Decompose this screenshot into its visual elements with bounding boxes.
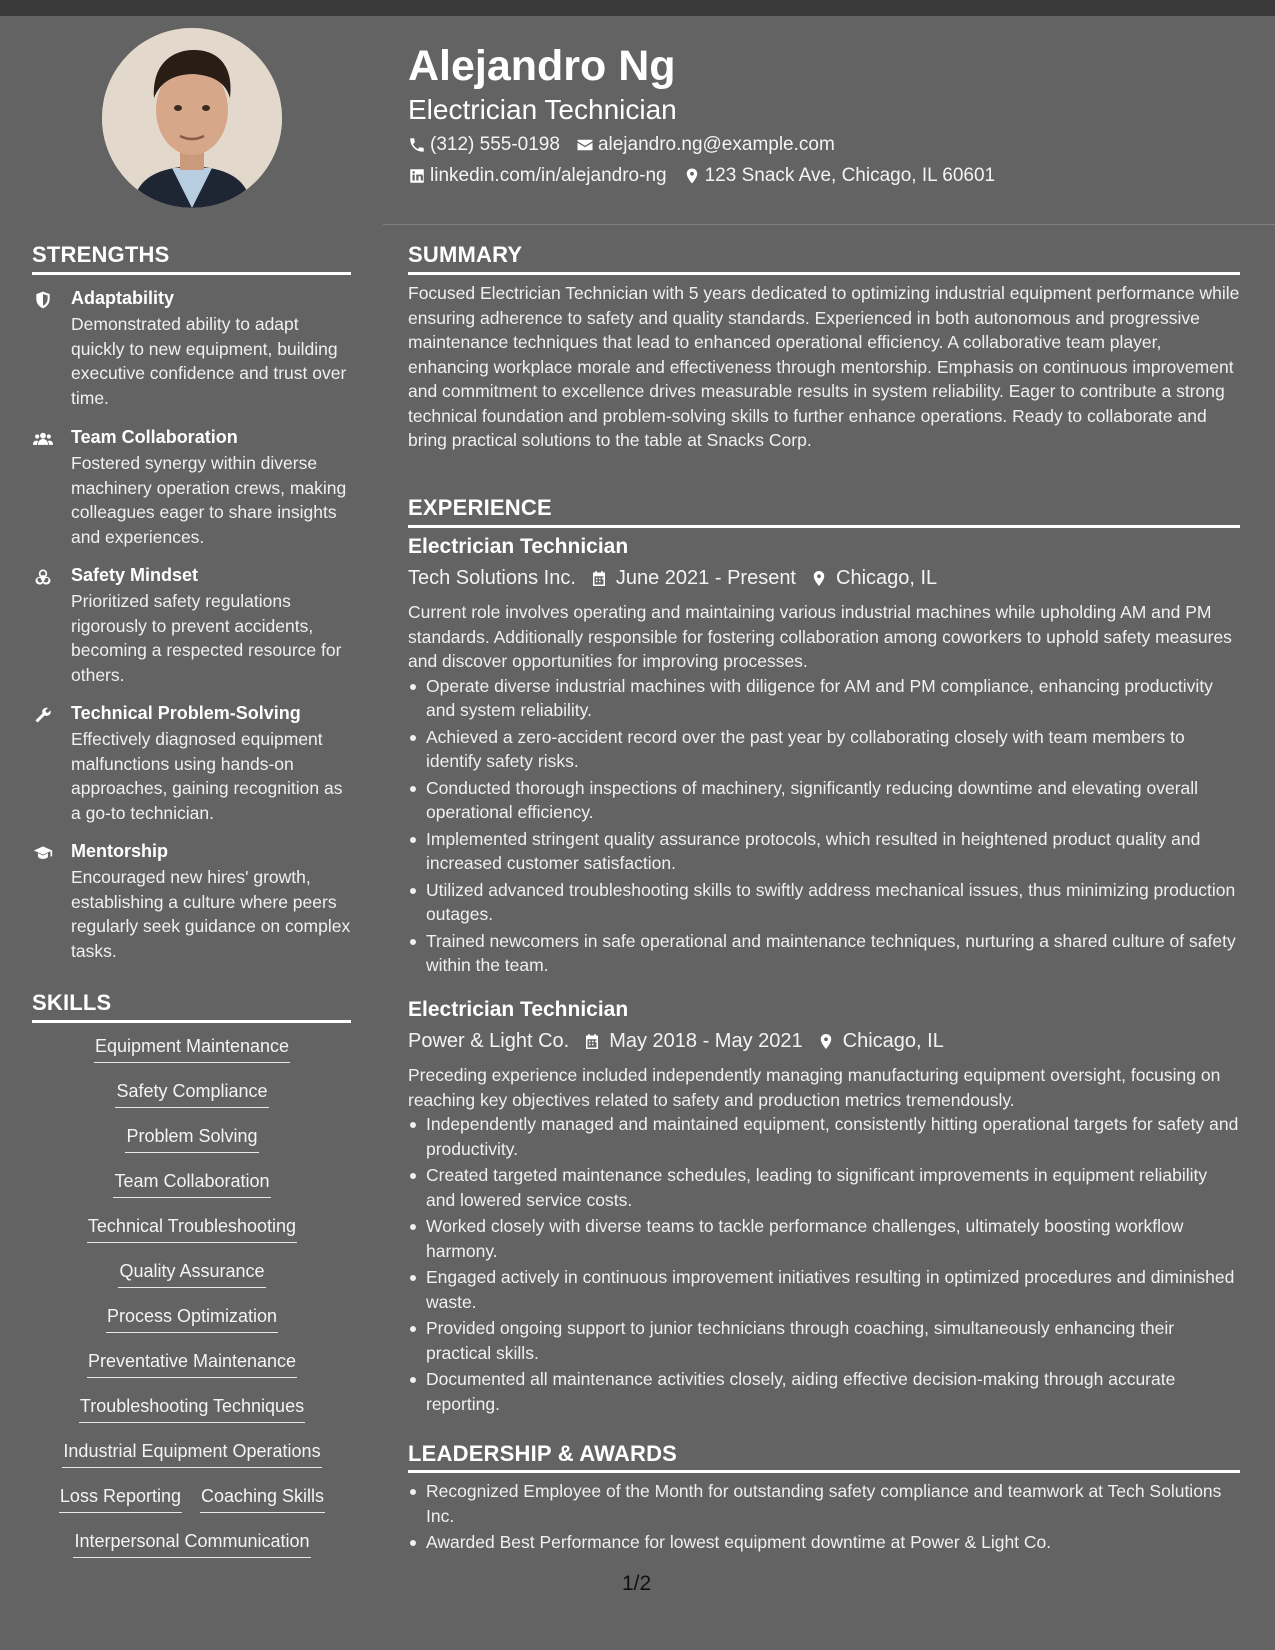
users-icon	[32, 429, 56, 451]
skill-tag: Problem Solving	[125, 1126, 258, 1153]
skill-tag: Equipment Maintenance	[94, 1036, 290, 1063]
linkedin-text: linkedin.com/in/alejandro-ng	[430, 165, 667, 186]
strength-desc: Demonstrated ability to adapt quickly to new equipment, building executive confidence and trust over time.	[71, 314, 347, 408]
biohazard-icon	[32, 567, 56, 589]
bullet-item: Operate diverse industrial machines with diligence for AM and PM compliance, enhancing productivity and system reliability.	[426, 674, 1240, 723]
awards-heading: LEADERSHIP & AWARDS	[408, 1441, 678, 1466]
skill-tag: Loss Reporting	[59, 1486, 182, 1513]
address-contact	[683, 165, 996, 187]
map-pin-icon	[817, 1032, 835, 1051]
skill-tag: Coaching Skills	[200, 1486, 325, 1513]
summary-text: Focused Electrician Technician with 5 years dedicated to optimizing industrial equipment performance while ensuring adherence to safety and quality standards. Experienced in both autonomous and progressive maintenance techniques that lead to enhanced operational efficiency. A collaborative team player, enhancing workplace morale and effectiveness through mentorship. Emphasis on continuous improvement and commitment to excellence drives measurable results in system reliability. Eager to contribute a strong technical foundation and problem-solving skills to further enhance operations. Ready to collaborate and bring practical solutions to the table at Snacks Corp.	[408, 283, 1240, 450]
contact-row-1	[408, 134, 851, 156]
bullet-item: Created targeted maintenance schedules, leading to significant improvements in equipment reliability and lowered service costs.	[426, 1163, 1240, 1212]
bullet-item: Worked closely with diverse teams to tackle performance challenges, ultimately boosting workflow harmony.	[426, 1214, 1240, 1263]
top-bar	[0, 0, 1275, 16]
wrench-icon	[32, 705, 56, 727]
bullet-item: Engaged actively in continuous improvement initiatives resulting in optimized procedures and diminished waste.	[426, 1265, 1240, 1314]
envelope-icon	[576, 136, 594, 154]
bullet-item: Conducted thorough inspections of machinery, significantly reducing downtime and elevating overall operational efficiency.	[426, 776, 1240, 825]
skill-tag: Troubleshooting Techniques	[79, 1396, 305, 1423]
calendar-icon	[583, 1032, 601, 1051]
strength-name: Team Collaboration	[71, 427, 238, 447]
skills-heading: SKILLS	[32, 990, 112, 1015]
address-text: 123 Snack Ave, Chicago, IL 60601	[704, 165, 996, 186]
bullet-item: Implemented stringent quality assurance protocols, which resulted in heightened product quality and increased customer satisfaction.	[426, 827, 1240, 876]
linkedin-icon	[408, 167, 426, 185]
experience-rule	[408, 525, 1240, 528]
bullet-item: Independently managed and maintained equipment, consistently hitting operational targets for safety and productivity.	[426, 1112, 1240, 1161]
summary-heading: SUMMARY	[408, 242, 523, 267]
skill-tag: Quality Assurance	[118, 1261, 265, 1288]
strengths-rule	[32, 272, 351, 275]
bullet-item: Trained newcomers in safe operational and maintenance techniques, nurturing a shared culture of safety within the team.	[426, 929, 1240, 978]
job-meta	[408, 1027, 1240, 1055]
page-number: 1/2	[622, 1572, 652, 1595]
company-name: Tech Solutions Inc.	[408, 566, 576, 589]
bullet-item: Achieved a zero-accident record over the past year by collaborating closely with team members to identify safety risks.	[426, 725, 1240, 774]
job-meta	[408, 564, 1240, 592]
skill-tag: Team Collaboration	[113, 1171, 270, 1198]
job-location: Chicago, IL	[836, 566, 938, 589]
strength-name: Adaptability	[71, 288, 175, 308]
awards-list	[408, 1479, 1240, 1557]
strength-desc: Prioritized safety regulations rigorously to prevent accidents, becoming a respected resource for others.	[71, 591, 342, 685]
strength-name: Mentorship	[71, 841, 168, 861]
email-contact[interactable]	[576, 134, 835, 156]
strengths-heading: STRENGTHS	[32, 242, 170, 267]
email-text: alejandro.ng@example.com	[597, 134, 835, 155]
strength-name: Technical Problem-Solving	[71, 703, 301, 723]
header-divider	[383, 224, 1275, 225]
job-description: Current role involves operating and maintaining various industrial machines while upholding AM and PM standards. Additionally responsible for fostering collaboration among coworkers to uphold safety measures and discover opportunities for improving processes.	[408, 602, 1232, 671]
summary-rule	[408, 272, 1240, 275]
strength-desc: Fostered synergy within diverse machinery operation crews, making colleagues eager to share insights and experiences.	[71, 453, 347, 547]
awards-rule	[408, 1470, 1240, 1473]
job-dates: June 2021 - Present	[615, 566, 796, 589]
job-title: Electrician Technician	[408, 998, 629, 1021]
strength-desc: Effectively diagnosed equipment malfunctions using hands-on approaches, gaining recognition as a go-to technician.	[71, 729, 343, 823]
bullet-item: Utilized advanced troubleshooting skills to swiftly address mechanical issues, thus minimizing production outages.	[426, 878, 1240, 927]
bullet-item: Provided ongoing support to junior technicians through coaching, simultaneously enhancing their practical skills.	[426, 1316, 1240, 1365]
shield-icon	[32, 290, 56, 312]
job-bullets	[408, 1112, 1240, 1416]
phone-text: (312) 555-0198	[430, 134, 560, 155]
graduation-cap-icon	[32, 843, 56, 865]
phone-icon	[408, 136, 426, 154]
contact-row-2	[408, 165, 1011, 187]
job-entry	[408, 998, 1240, 1418]
job-dates: May 2018 - May 2021	[609, 1029, 803, 1052]
job-entry	[408, 535, 1240, 980]
bullet-item: Documented all maintenance activities closely, aiding effective decision-making through accurate reporting.	[426, 1367, 1240, 1416]
strength-name: Safety Mindset	[71, 565, 199, 585]
map-pin-icon	[810, 569, 828, 588]
skill-tag: Safety Compliance	[115, 1081, 268, 1108]
skill-tag: Process Optimization	[106, 1306, 278, 1333]
candidate-title: Electrician Technician	[408, 94, 677, 125]
strength-desc: Encouraged new hires' growth, establishing a culture where peers regularly seek guidance on complex tasks.	[71, 867, 351, 961]
award-item: Recognized Employee of the Month for outstanding safety compliance and teamwork at Tech Solutions Inc.	[426, 1479, 1240, 1528]
job-description: Preceding experience included independently managing manufacturing equipment oversight, focusing on reaching key objectives related to safety and production metrics tremendously.	[408, 1065, 1221, 1110]
skill-tag: Industrial Equipment Operations	[62, 1441, 321, 1468]
skill-tag: Preventative Maintenance	[87, 1351, 297, 1378]
job-title: Electrician Technician	[408, 535, 629, 558]
skills-rule	[32, 1020, 351, 1023]
experience-heading: EXPERIENCE	[408, 495, 552, 520]
candidate-name: Alejandro Ng	[408, 42, 676, 90]
award-item: Awarded Best Performance for lowest equipment downtime at Power & Light Co.	[426, 1530, 1240, 1555]
job-bullets	[408, 674, 1240, 978]
skills-list	[32, 1036, 352, 1576]
skill-tag: Interpersonal Communication	[73, 1531, 310, 1558]
map-pin-icon	[683, 167, 701, 185]
linkedin-contact[interactable]	[408, 165, 667, 187]
phone-contact[interactable]	[408, 134, 560, 156]
job-location: Chicago, IL	[842, 1029, 944, 1052]
company-name: Power & Light Co.	[408, 1029, 570, 1052]
skill-tag: Technical Troubleshooting	[87, 1216, 297, 1243]
calendar-icon	[590, 569, 608, 588]
profile-photo	[102, 28, 282, 208]
